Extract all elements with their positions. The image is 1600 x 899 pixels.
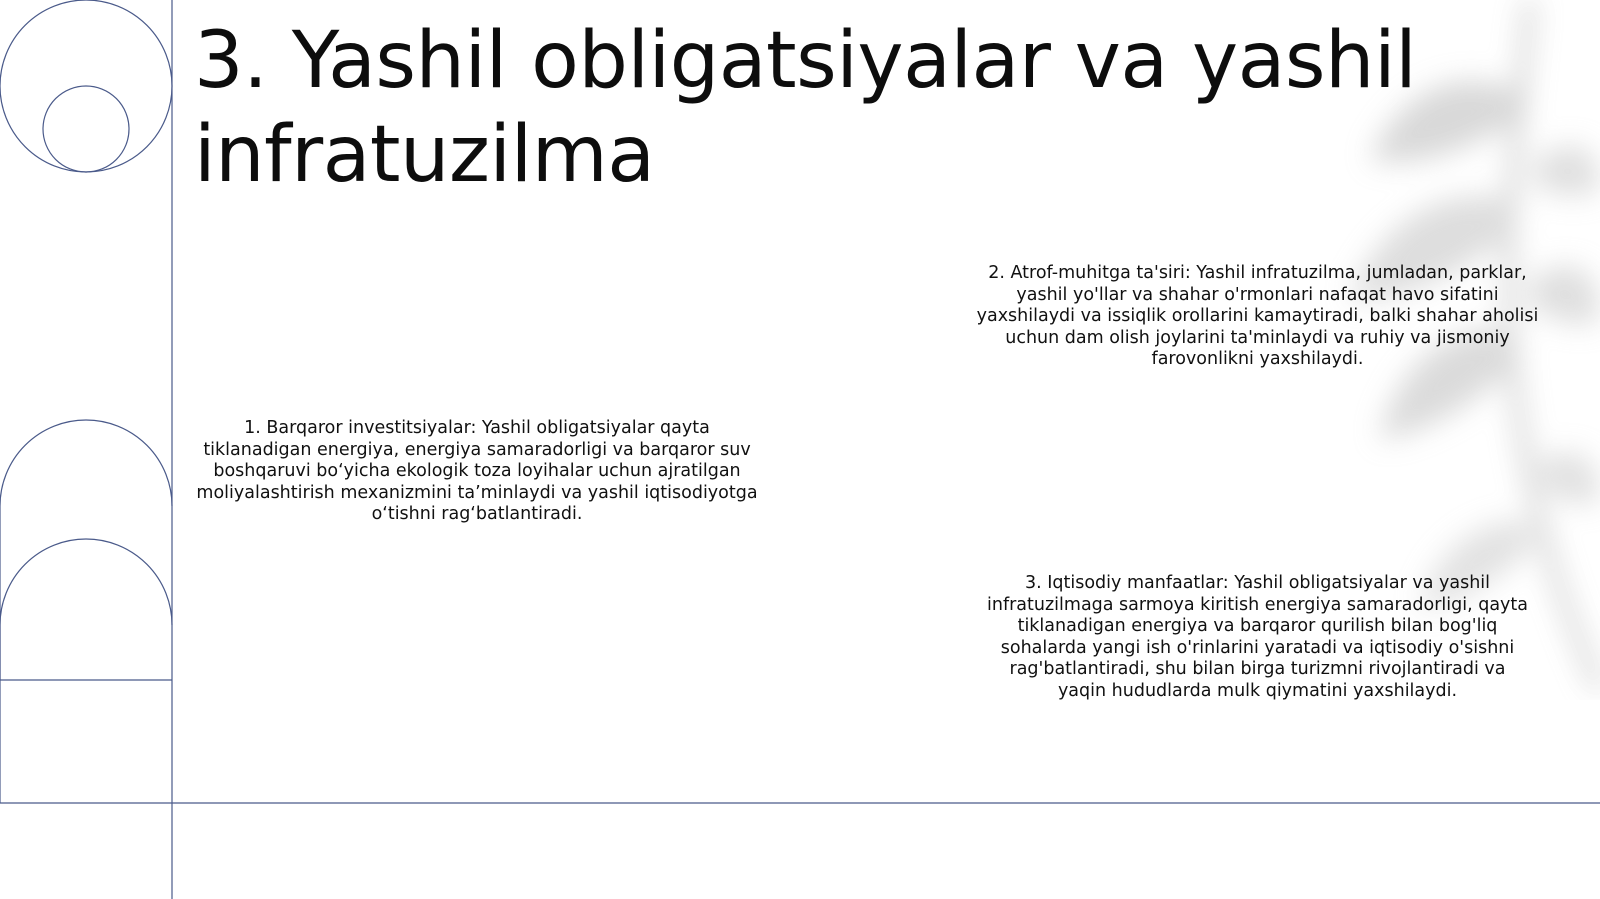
arch-shape-lower: [0, 539, 172, 625]
small-circle-shape: [43, 86, 129, 172]
slide-title: 3. Yashil obligatsiyalar va yashil infratuzilma: [194, 16, 1417, 200]
point-environmental-impact: 2. Atrof-muhitga ta'siri: Yashil infratuzilma, jumladan, parklar, yashil yo'llar va shahar o'rmonlari nafaqat havo sifatini yaxshilaydi va issiqlik orollarini kamaytiradi, balki shahar aholisi uchun dam olish joylarini ta'minlaydi va ruhiy va jismoniy farovonlikni yaxshilaydi.: [976, 263, 1539, 369]
point-economic-benefits: 3. Iqtisodiy manfaatlar: Yashil obligatsiyalar va yashil infratuzilmaga sarmoya kiritish energiya samaradorligi, qayta tiklanadigan energiya va barqaror qurilish bilan bog'liq sohalarda yangi ish o'rinlarini yaratadi va iqtisodiy o'sishni rag'batlantiradi, shu bilan birga turizmni rivojlantiradi va yaqin hududlarda mulk qiymatini yaxshilaydi.: [987, 573, 1528, 701]
arch-shape-upper: [0, 420, 172, 506]
point-sustainable-investments: 1. Barqaror investitsiyalar: Yashil obligatsiyalar qayta tiklanadigan energiya, energiya samaradorligi va barqaror suv boshqaruvi bo‘yicha ekologik toza loyihalar uchun ajratilgan moliyalashtirish mexanizmini ta’minlaydi va yashil iqtisodiyotga o‘tishni rag‘batlantiradi.: [196, 418, 758, 524]
